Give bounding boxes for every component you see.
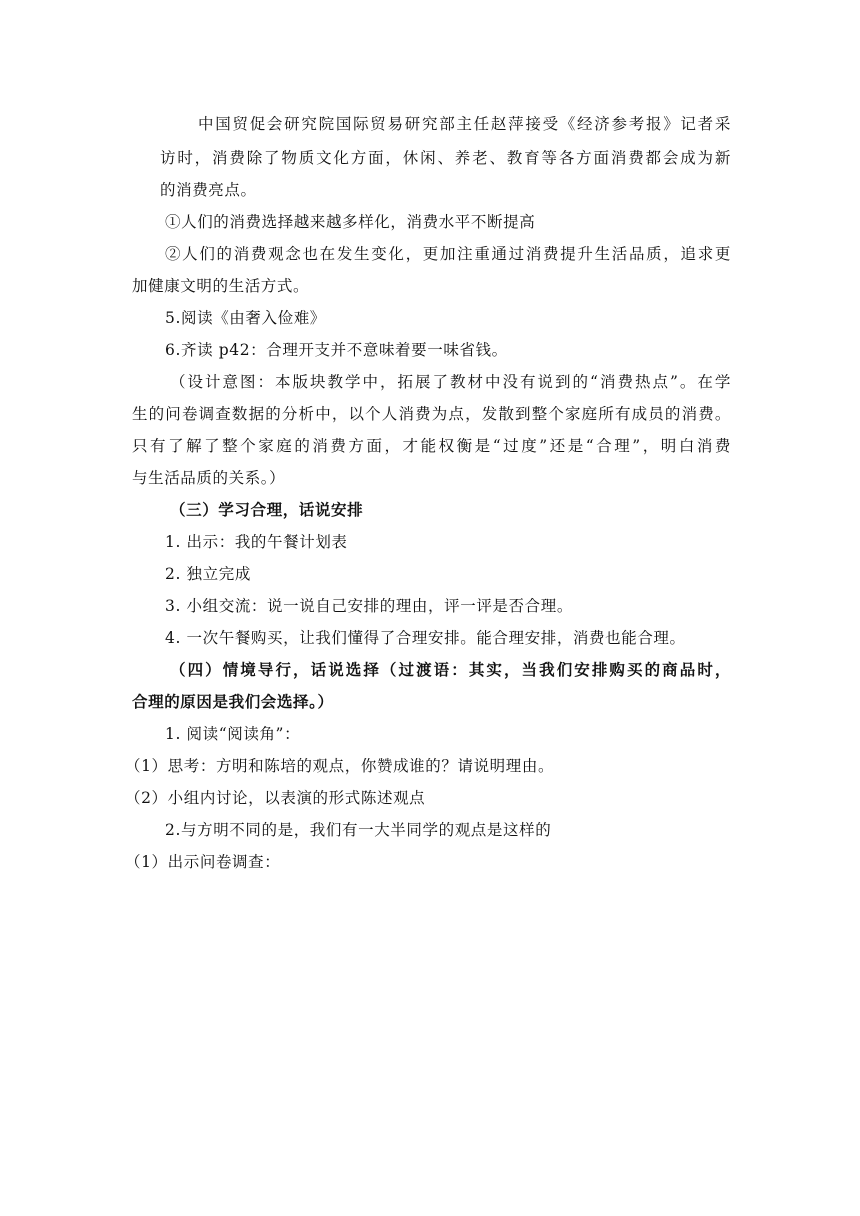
list-item: 2. 独立完成 bbox=[165, 565, 251, 583]
section-heading: 合理的原因是我们会选择。） bbox=[132, 692, 334, 711]
section-heading: （四）情境导行，话说选择（过渡语：其实，当我们安排购买的商品时， bbox=[170, 660, 731, 679]
paragraph-line: 与生活品质的关系。） bbox=[132, 469, 286, 487]
list-item: 5.阅读《由奢入俭难》 bbox=[165, 309, 326, 327]
paragraph-line: 中国贸促会研究院国际贸易研究部主任赵萍接受《经济参考报》记者采 bbox=[198, 115, 731, 133]
list-item: ②人们的消费观念也在发生变化，更加注重通过消费提升生活品质，追求更 bbox=[165, 245, 731, 263]
list-item: 1. 阅读“阅读角”： bbox=[165, 725, 301, 743]
paragraph-line: 访时，消费除了物质文化方面，休闲、养老、教育等各方面消费都会成为新 bbox=[160, 149, 731, 167]
list-item: （2）小组内讨论，以表演的形式陈述观点 bbox=[125, 789, 426, 807]
list-item: 1. 出示：我的午餐计划表 bbox=[165, 533, 348, 551]
list-item: 3. 小组交流：说一说自己安排的理由，评一评是否合理。 bbox=[165, 597, 573, 615]
list-item: 2.与方明不同的是，我们有一大半同学的观点是这样的 bbox=[165, 821, 552, 839]
paragraph-line: 只有了解了整个家庭的消费方面，才能权衡是“过度”还是“合理”，明白消费 bbox=[132, 437, 731, 455]
list-item: （1）思考：方明和陈培的观点，你赞成谁的？请说明理由。 bbox=[125, 757, 555, 775]
paragraph-line: 加健康文明的生活方式。 bbox=[132, 277, 310, 295]
list-item: ①人们的消费选择越来越多样化，消费水平不断提高 bbox=[165, 213, 536, 231]
paragraph-line: （设计意图：本版块教学中，拓展了教材中没有说到的“消费热点”。在学 bbox=[170, 373, 731, 391]
section-heading: （三）学习合理，话说安排 bbox=[170, 500, 364, 519]
list-item: 6.齐读 p42：合理开支并不意味着要一味省钱。 bbox=[165, 341, 508, 359]
paragraph-line: 生的问卷调查数据的分析中，以个人消费为点，发散到整个家庭所有成员的消费。 bbox=[132, 405, 731, 423]
list-item: 4. 一次午餐购买，让我们懂得了合理安排。能合理安排，消费也能合理。 bbox=[165, 629, 686, 647]
paragraph-line: 的消费亮点。 bbox=[160, 181, 257, 199]
list-item: （1）出示问卷调查： bbox=[125, 853, 281, 871]
